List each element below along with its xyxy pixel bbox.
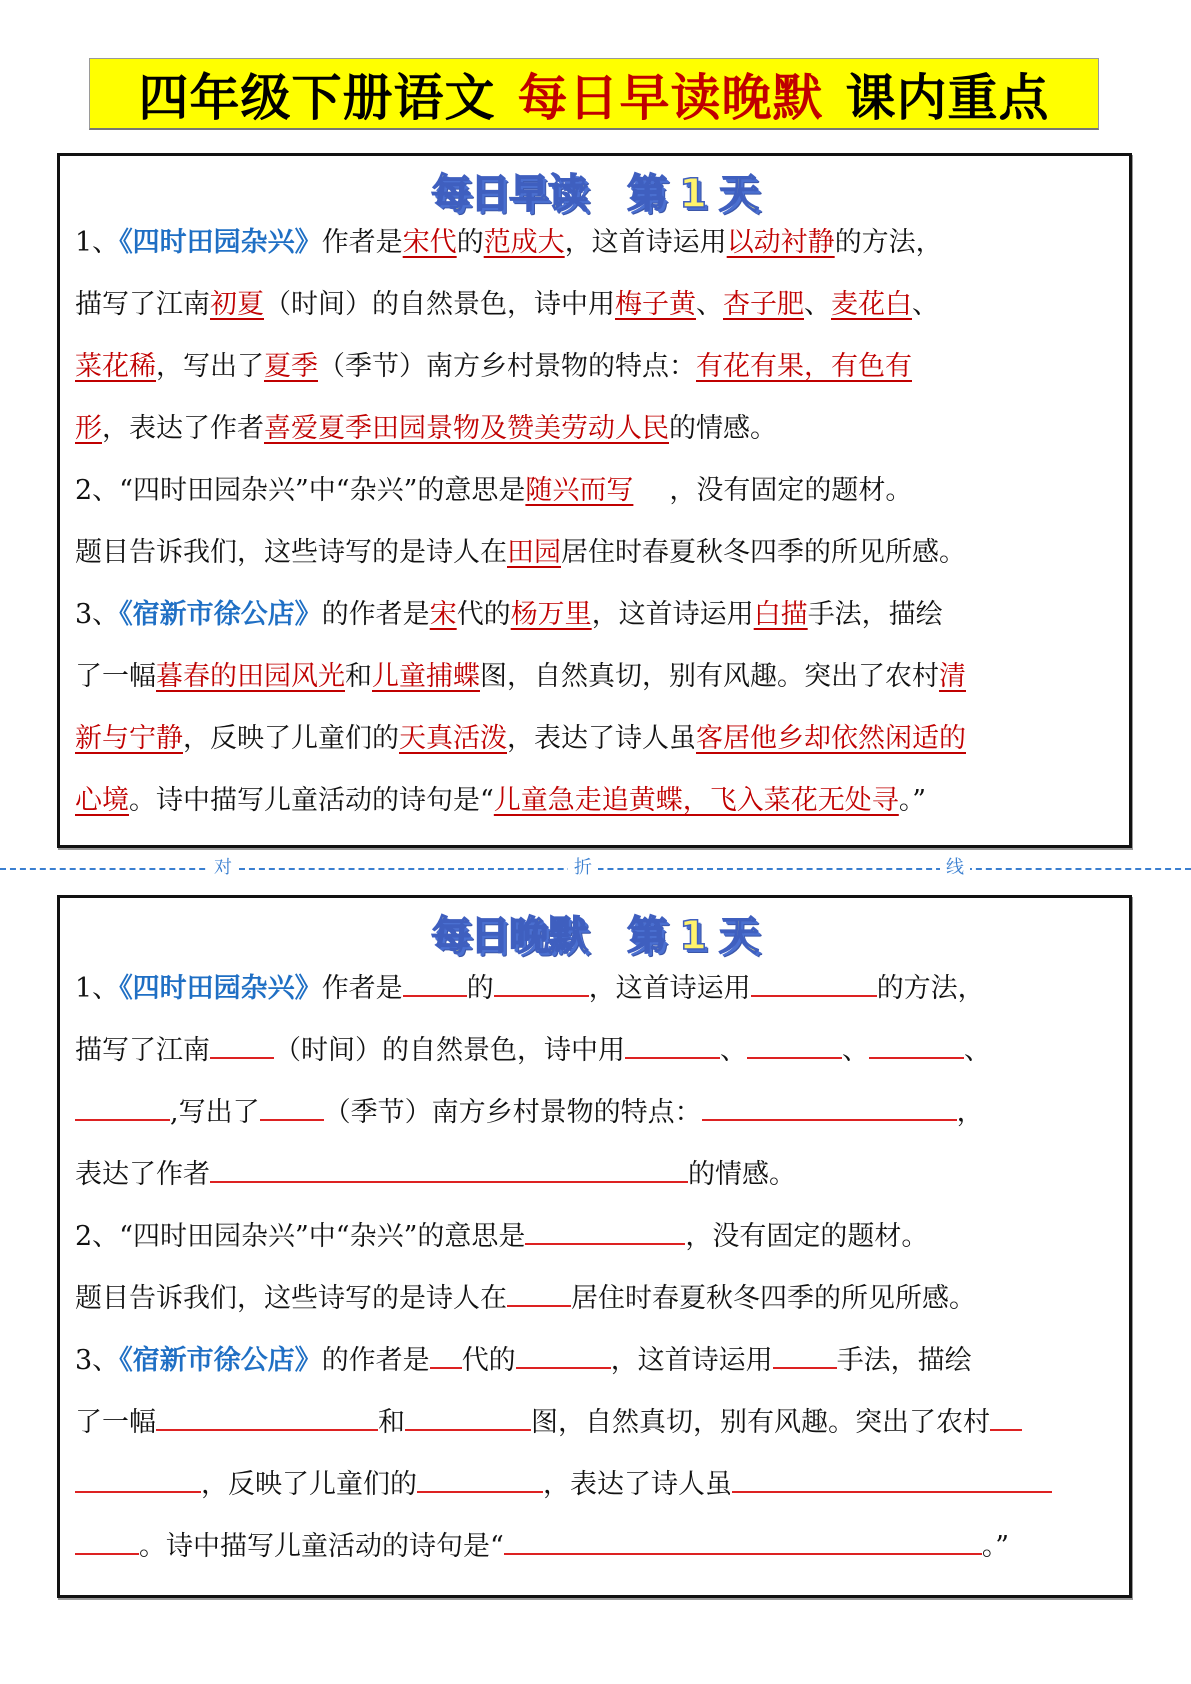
blank-field[interactable] bbox=[525, 1213, 685, 1245]
text: 居住时春夏秋冬四季的所见所感。 bbox=[571, 1283, 976, 1314]
blank-field[interactable] bbox=[156, 1399, 378, 1431]
answer: 白描 bbox=[753, 599, 808, 630]
answer: 范成大 bbox=[483, 227, 565, 258]
text: 描写了江南 bbox=[75, 1035, 210, 1066]
item-number: 1、 bbox=[75, 227, 120, 258]
answer: 暮春的田园风光 bbox=[156, 661, 345, 692]
blank-field[interactable] bbox=[405, 1399, 531, 1431]
poem-title: 《宿新市徐公店》 bbox=[119, 1345, 322, 1376]
text: ，表达了诗人虽 bbox=[507, 723, 696, 754]
title-key-points: 课内重点 bbox=[845, 68, 1050, 127]
blank-field[interactable] bbox=[507, 1275, 571, 1307]
text: ，写出了 bbox=[156, 351, 264, 382]
fold-label-2: 折 bbox=[568, 857, 598, 879]
poem-title: 《四时田园杂兴》 bbox=[119, 227, 322, 258]
text: ，表达了作者 bbox=[102, 413, 264, 444]
evening-heading-label: 每日晚默 bbox=[431, 912, 588, 959]
answer: 新与宁静 bbox=[75, 723, 183, 754]
answer: 客居他乡却依然闲适的 bbox=[696, 723, 966, 754]
answer: 有花有果，有色有 bbox=[696, 351, 912, 382]
answer: 宋 bbox=[429, 599, 457, 630]
text: 代的 bbox=[461, 1345, 516, 1376]
text: 、 bbox=[804, 289, 831, 320]
text: 、 bbox=[720, 1035, 747, 1066]
poem-title: 《宿新市徐公店》 bbox=[119, 599, 322, 630]
fold-label-1: 对 bbox=[208, 857, 238, 879]
evening-line-10 bbox=[75, 1523, 1009, 1563]
text: 的方法， bbox=[834, 227, 943, 258]
answer: 清 bbox=[939, 661, 966, 692]
text: 2、“四时田园杂兴”中“杂兴”的意思是 bbox=[75, 1221, 526, 1252]
morning-line-2 bbox=[75, 285, 939, 325]
blank-field[interactable] bbox=[773, 1337, 837, 1369]
morning-line-8 bbox=[75, 657, 966, 697]
morning-line-1 bbox=[75, 223, 943, 263]
text: 的作者是 bbox=[321, 1345, 430, 1376]
text: 了一幅 bbox=[75, 1407, 156, 1438]
text: 的情感。 bbox=[688, 1159, 796, 1190]
morning-line-10 bbox=[75, 781, 926, 821]
answer: 麦花白 bbox=[831, 289, 912, 320]
text: ，这首诗运用 bbox=[610, 1345, 773, 1376]
blank-field[interactable] bbox=[751, 965, 877, 997]
blank-field[interactable] bbox=[75, 1089, 170, 1121]
morning-line-6 bbox=[75, 533, 966, 573]
evening-line-7 bbox=[75, 1337, 972, 1377]
text: 的 bbox=[466, 973, 494, 1004]
text: 图，自然真切，别有风趣。突出了农村 bbox=[480, 661, 939, 692]
evening-line-6 bbox=[75, 1275, 976, 1315]
morning-line-7 bbox=[75, 595, 943, 635]
text: 题目告诉我们，这些诗写的是诗人在 bbox=[75, 1283, 507, 1314]
title-grade: 四年级下册语文 bbox=[138, 68, 496, 127]
answer: 喜爱夏季田园景物及赞美劳动人民 bbox=[264, 413, 669, 444]
morning-line-5 bbox=[75, 471, 912, 511]
item-number: 3、 bbox=[75, 1345, 120, 1376]
text: 的方法， bbox=[876, 973, 985, 1004]
text: 的 bbox=[456, 227, 484, 258]
evening-dictation-card bbox=[57, 895, 1132, 1598]
answer: 杏子肥 bbox=[723, 289, 804, 320]
text: 、 bbox=[964, 1035, 991, 1066]
evening-line-4 bbox=[75, 1151, 796, 1191]
fold-label-3: 线 bbox=[940, 857, 970, 879]
text: 居住时春夏秋冬四季的所见所感。 bbox=[561, 537, 966, 568]
item-number: 3、 bbox=[75, 599, 120, 630]
text: 题目告诉我们，这些诗写的是诗人在 bbox=[75, 537, 507, 568]
blank-field[interactable] bbox=[747, 1027, 842, 1059]
text: ，反映了儿童们的 bbox=[183, 723, 399, 754]
answer: 初夏 bbox=[210, 289, 264, 320]
evening-line-9 bbox=[75, 1461, 1052, 1501]
answer: 梅子黄 bbox=[615, 289, 696, 320]
text: （季节）南方乡村景物的特点： bbox=[318, 351, 696, 382]
text: 的情感。 bbox=[669, 413, 777, 444]
item-number: 1、 bbox=[75, 973, 120, 1004]
text: ，这首诗运用 bbox=[591, 599, 754, 630]
text: （时间）的自然景色，诗中用 bbox=[264, 289, 615, 320]
text: 表达了作者 bbox=[75, 1159, 210, 1190]
blank-field[interactable] bbox=[75, 1461, 201, 1493]
text: 手法，描绘 bbox=[836, 1345, 972, 1376]
evening-line-8 bbox=[75, 1399, 1022, 1439]
text: 作者是 bbox=[321, 227, 403, 258]
blank-field[interactable] bbox=[75, 1523, 139, 1555]
answer: 形 bbox=[75, 413, 102, 444]
answer: 夏季 bbox=[264, 351, 318, 382]
text: ，这首诗运用 bbox=[564, 227, 727, 258]
text: 和 bbox=[378, 1407, 405, 1438]
text: ,写出了 bbox=[170, 1097, 260, 1128]
blank-field[interactable] bbox=[260, 1089, 324, 1121]
answer: 杨万里 bbox=[510, 599, 592, 630]
text: 。诗中描写儿童活动的诗句是“ bbox=[129, 785, 494, 816]
poem-title: 《四时田园杂兴》 bbox=[119, 973, 322, 1004]
text: （季节）南方乡村景物的特点： bbox=[323, 1097, 702, 1128]
text: （时间）的自然景色，诗中用 bbox=[274, 1035, 625, 1066]
text: 。诗中描写儿童活动的诗句是“ bbox=[139, 1531, 504, 1562]
answer: 随兴而写 bbox=[525, 475, 634, 506]
blank-field[interactable] bbox=[210, 1151, 688, 1183]
morning-line-9 bbox=[75, 719, 966, 759]
morning-line-3 bbox=[75, 347, 912, 387]
answer: 菜花稀 bbox=[75, 351, 156, 382]
text: 。” bbox=[981, 1531, 1010, 1562]
blank-field[interactable] bbox=[516, 1337, 611, 1369]
morning-heading bbox=[60, 164, 1129, 216]
morning-line-4 bbox=[75, 409, 777, 449]
text: ，表达了诗人虽 bbox=[543, 1469, 732, 1500]
evening-line-3 bbox=[75, 1089, 984, 1129]
text: 。” bbox=[898, 785, 927, 816]
text: ，没有固定的题材。 bbox=[685, 1221, 929, 1252]
text: ， bbox=[956, 1097, 984, 1128]
blank-field[interactable] bbox=[869, 1027, 964, 1059]
morning-reading-card bbox=[57, 153, 1132, 848]
evening-line-5 bbox=[75, 1213, 928, 1253]
text: 、 bbox=[696, 289, 723, 320]
title-banner bbox=[89, 58, 1099, 130]
blank-field[interactable] bbox=[625, 1027, 720, 1059]
answer: 儿童急走追黄蝶，飞入菜花无处寻 bbox=[493, 785, 899, 816]
answer: 宋代 bbox=[402, 227, 457, 258]
text: ，反映了儿童们的 bbox=[201, 1469, 417, 1500]
blank-field[interactable] bbox=[504, 1523, 982, 1555]
evening-line-2 bbox=[75, 1027, 991, 1067]
text: 了一幅 bbox=[75, 661, 156, 692]
evening-day-label: 第 1 天 bbox=[627, 912, 758, 959]
answer: 儿童捕蝶 bbox=[372, 661, 480, 692]
text: 和 bbox=[345, 661, 372, 692]
text: ，没有固定的题材。 bbox=[669, 475, 913, 506]
blank-field[interactable] bbox=[494, 965, 589, 997]
text: 代的 bbox=[456, 599, 511, 630]
text: 手法，描绘 bbox=[807, 599, 943, 630]
title-main: 每日早读晚默 bbox=[517, 68, 824, 127]
answer: 心境 bbox=[75, 785, 129, 816]
morning-day-label: 第 1 天 bbox=[627, 170, 758, 217]
text: 图，自然真切，别有风趣。突出了农村 bbox=[531, 1407, 990, 1438]
blank-field[interactable] bbox=[417, 1461, 543, 1493]
text: 描写了江南 bbox=[75, 289, 210, 320]
blank-field[interactable] bbox=[430, 1337, 462, 1369]
answer: 天真活泼 bbox=[399, 723, 507, 754]
text: 、 bbox=[912, 289, 939, 320]
text: 、 bbox=[842, 1035, 869, 1066]
text: 的作者是 bbox=[321, 599, 430, 630]
answer: 田园 bbox=[507, 537, 561, 568]
text: 2、“四时田园杂兴”中“杂兴”的意思是 bbox=[75, 475, 526, 506]
blank-field[interactable] bbox=[210, 1027, 274, 1059]
text: ，这首诗运用 bbox=[588, 973, 751, 1004]
evening-heading bbox=[60, 906, 1129, 958]
blank-field[interactable] bbox=[702, 1089, 957, 1121]
evening-line-1 bbox=[75, 965, 985, 1005]
blank-field[interactable] bbox=[403, 965, 467, 997]
text: 作者是 bbox=[321, 973, 403, 1004]
answer: 以动衬静 bbox=[726, 227, 835, 258]
morning-heading-label: 每日早读 bbox=[431, 170, 588, 217]
blank-field[interactable] bbox=[732, 1461, 1052, 1493]
blank-field[interactable] bbox=[990, 1399, 1022, 1431]
